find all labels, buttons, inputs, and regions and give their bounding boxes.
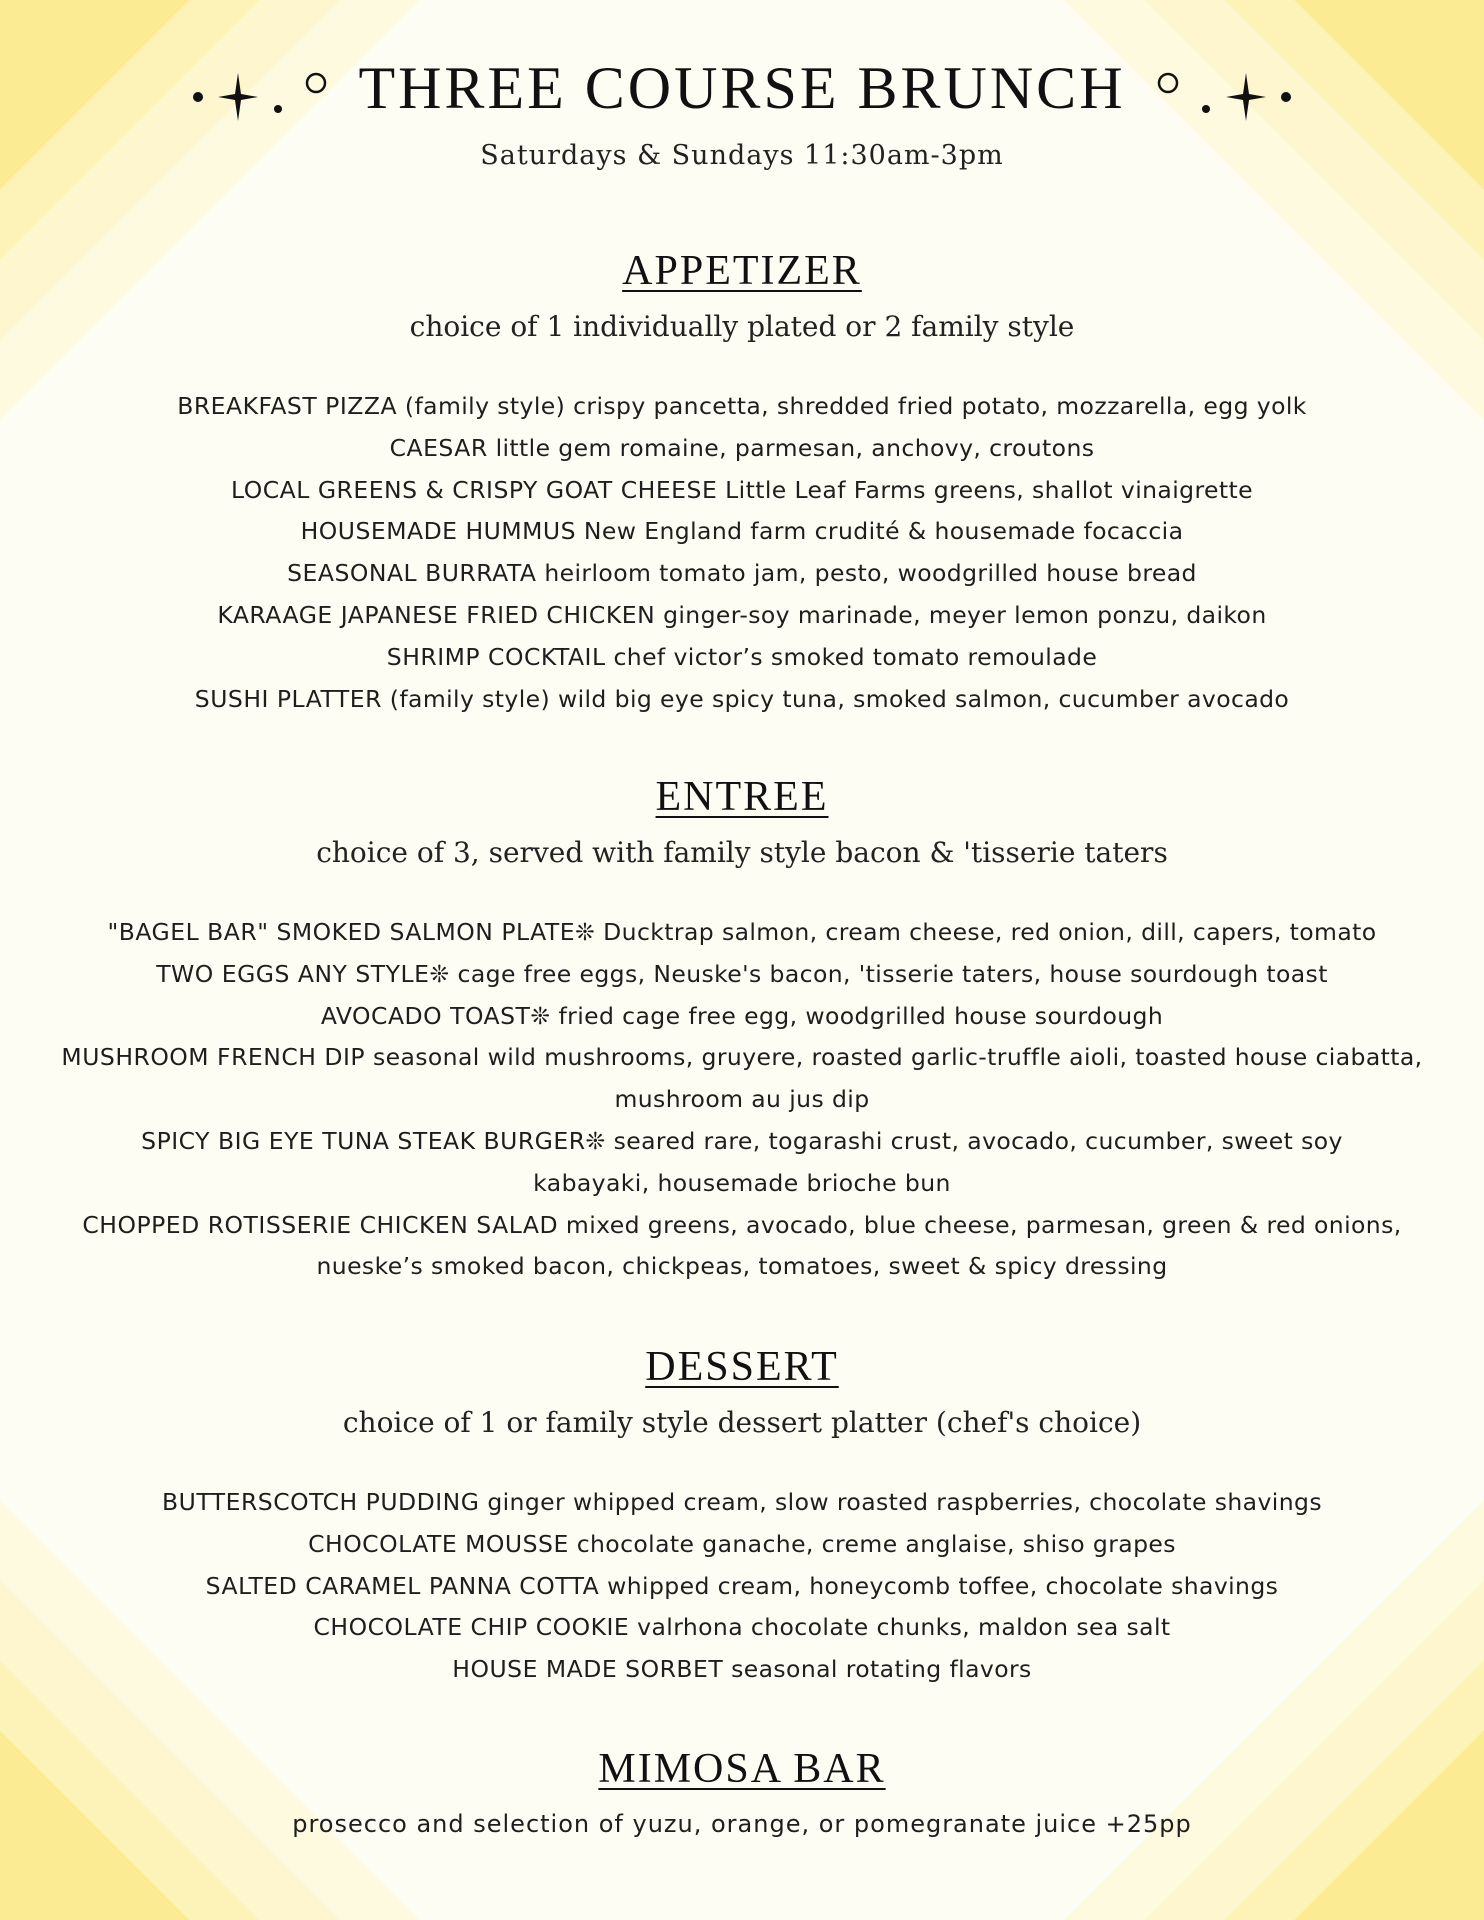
item-description: mixed greens, avocado, blue cheese, parmesan, green & red onions, nueske’s smoked bacon, chickpeas, tomatoes, sweet & spicy dressing bbox=[316, 1210, 1402, 1281]
item-name: AVOCADO TOAST❊ bbox=[320, 1001, 551, 1030]
menu-item bbox=[42, 595, 1442, 637]
item-name: "BAGEL BAR" SMOKED SALMON PLATE❊ bbox=[107, 918, 596, 946]
item-name: HOUSE MADE SORBET bbox=[452, 1655, 724, 1684]
entree-section bbox=[0, 770, 1484, 1288]
item-name: SALTED CARAMEL PANNA COTTA bbox=[205, 1571, 600, 1600]
menu-item bbox=[42, 679, 1442, 721]
item-description: ginger whipped cream, slow roasted raspberries, chocolate shavings bbox=[487, 1488, 1322, 1516]
menu-item bbox=[42, 954, 1442, 996]
page-title: THREE COURSE BRUNCH bbox=[358, 55, 1126, 121]
item-description: chef victor’s smoked tomato remoulade bbox=[613, 642, 1098, 671]
section-heading: APPETIZER bbox=[622, 248, 862, 294]
menu-item bbox=[42, 1649, 1442, 1691]
appetizer-section bbox=[0, 244, 1484, 720]
sparkle-left-icon bbox=[188, 53, 338, 123]
item-name: TWO EGGS ANY STYLE❊ bbox=[156, 959, 450, 988]
section-note: choice of 3, served with family style bacon & 'tisserie taters bbox=[316, 836, 1168, 869]
menu-item bbox=[42, 470, 1442, 512]
item-name: SEASONAL BURRATA bbox=[287, 559, 537, 588]
item-description: little gem romaine, parmesan, anchovy, croutons bbox=[495, 433, 1095, 462]
item-description: fried cage free egg, woodgrilled house sourdough bbox=[558, 1001, 1164, 1030]
section-heading: MIMOSA BAR bbox=[598, 1746, 886, 1792]
item-name: CHOPPED ROTISSERIE CHICKEN SALAD bbox=[82, 1210, 559, 1239]
item-name: MUSHROOM FRENCH DIP bbox=[61, 1043, 366, 1072]
item-name: SHRIMP COCKTAIL bbox=[386, 642, 606, 671]
item-name: BREAKFAST PIZZA bbox=[177, 392, 398, 420]
item-description: ginger-soy marinade, meyer lemon ponzu, daikon bbox=[663, 600, 1267, 629]
menu-item bbox=[42, 1566, 1442, 1608]
menu-item bbox=[47, 1037, 1437, 1121]
menu-item bbox=[42, 1482, 1442, 1524]
item-name: BUTTERSCOTCH PUDDING bbox=[162, 1488, 480, 1516]
item-description: heirloom tomato jam, pesto, woodgrilled house bread bbox=[544, 559, 1197, 588]
menu-items bbox=[0, 386, 1484, 720]
item-name: CAESAR bbox=[389, 433, 488, 462]
section-note: prosecco and selection of yuzu, orange, or pomegranate juice +25pp bbox=[292, 1810, 1192, 1838]
item-name: SUSHI PLATTER bbox=[194, 684, 382, 713]
section-heading: DESSERT bbox=[645, 1344, 839, 1390]
menu-item bbox=[42, 1607, 1442, 1649]
menu-item bbox=[42, 996, 1442, 1038]
item-description: New England farm crudité & housemade focaccia bbox=[583, 517, 1184, 546]
item-description: seasonal rotating flavors bbox=[731, 1655, 1032, 1684]
menu-item bbox=[42, 1524, 1442, 1566]
item-name: CHOCOLATE MOUSSE bbox=[308, 1529, 569, 1558]
item-description: (family style) crispy pancetta, shredded fried potato, mozzarella, egg yolk bbox=[404, 392, 1307, 420]
section-heading: ENTREE bbox=[655, 774, 829, 820]
menu-item bbox=[42, 511, 1442, 553]
item-name: LOCAL GREENS & CRISPY GOAT CHEESE bbox=[231, 475, 718, 504]
item-description: seasonal wild mushrooms, gruyere, roasted garlic-truffle aioli, toasted house ciabatta, mushroom au jus dip bbox=[372, 1043, 1423, 1114]
item-name: SPICY BIG EYE TUNA STEAK BURGER❊ bbox=[141, 1126, 606, 1155]
sparkle-right-icon bbox=[1146, 53, 1296, 123]
item-description: seared rare, togarashi crust, avocado, cucumber, sweet soy kabayaki, housemade brioche bun bbox=[533, 1126, 1343, 1197]
menu-item bbox=[42, 386, 1442, 428]
item-description: (family style) wild big eye spicy tuna, smoked salmon, cucumber avocado bbox=[389, 684, 1290, 713]
menu-item bbox=[42, 912, 1442, 954]
menu-items bbox=[0, 912, 1484, 1288]
menu-item bbox=[82, 1205, 1402, 1289]
item-description: cage free eggs, Neuske's bacon, 'tisserie taters, house sourdough toast bbox=[457, 959, 1328, 988]
section-note: choice of 1 individually plated or 2 family style bbox=[409, 310, 1075, 343]
item-description: valrhona chocolate chunks, maldon sea salt bbox=[637, 1613, 1171, 1642]
page-subtitle: Saturdays & Sundays 11:30am-3pm bbox=[480, 140, 1004, 171]
mimosa-section bbox=[0, 1742, 1484, 1838]
title-row bbox=[0, 44, 1484, 132]
item-description: whipped cream, honeycomb toffee, chocolate shavings bbox=[607, 1571, 1279, 1600]
item-description: chocolate ganache, creme anglaise, shiso grapes bbox=[576, 1529, 1176, 1558]
item-name: HOUSEMADE HUMMUS bbox=[300, 517, 577, 546]
item-name: CHOCOLATE CHIP COOKIE bbox=[313, 1613, 630, 1642]
menu-item bbox=[42, 637, 1442, 679]
menu-item bbox=[42, 428, 1442, 470]
dessert-section bbox=[0, 1340, 1484, 1691]
item-name: KARAAGE JAPANESE FRIED CHICKEN bbox=[217, 600, 656, 629]
section-note: choice of 1 or family style dessert platter (chef's choice) bbox=[342, 1406, 1142, 1439]
item-description: Ducktrap salmon, cream cheese, red onion, dill, capers, tomato bbox=[603, 918, 1377, 946]
menu-item bbox=[97, 1121, 1387, 1205]
menu-item bbox=[42, 553, 1442, 595]
item-description: Little Leaf Farms greens, shallot vinaigrette bbox=[725, 475, 1253, 504]
menu-items bbox=[0, 1482, 1484, 1691]
